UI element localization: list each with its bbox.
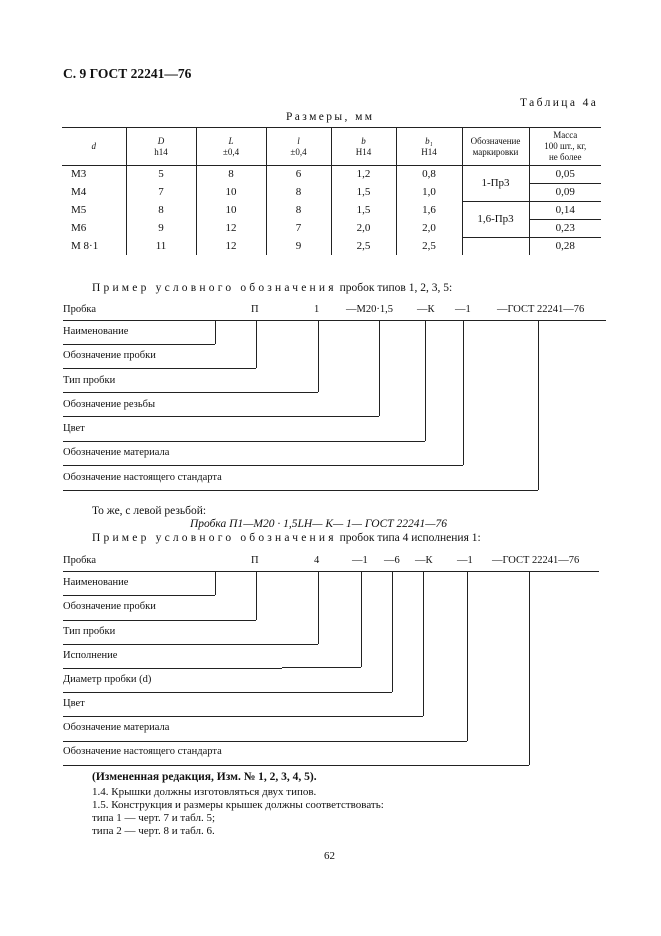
ex1-label-standard: Обозначение настоящего стандарта: [63, 472, 222, 483]
table-caption: Таблица 4а: [520, 97, 599, 109]
cell-b1: 1,6: [396, 202, 462, 220]
leader-line: [63, 716, 423, 717]
ex1-code-type: 1: [314, 304, 320, 315]
table-row: [62, 202, 601, 220]
sizes-caption: Размеры, мм: [286, 111, 375, 123]
ex2-code-type: 4: [314, 555, 320, 566]
cell-b1: 2,0: [396, 220, 462, 238]
leader-line: [63, 465, 463, 466]
cell-b: 1,2: [331, 166, 396, 184]
ex2-code-material: —1: [457, 555, 473, 566]
left-thread-code: Пробка П1—М20 · 1,5LH— К— 1— ГОСТ 22241—76: [190, 518, 448, 530]
cell-d: М5: [71, 204, 87, 216]
cell-d: М 8·1: [71, 239, 99, 252]
cell-L: 12: [196, 238, 266, 256]
col-header-d: d: [91, 141, 96, 151]
col-header-b: b H14: [331, 128, 396, 166]
cell-L: 12: [196, 220, 266, 238]
cell-mass: 0,28: [529, 238, 601, 256]
table-row: [62, 166, 601, 184]
ex1-code-material: —1: [455, 304, 471, 315]
ex2-code-diameter: —6: [384, 555, 400, 566]
ex2-code-probka: Пробка: [63, 555, 97, 566]
ex2-label-diameter: Диаметр пробки (d): [63, 674, 152, 685]
ex2-label-color: Цвет: [63, 698, 85, 709]
cell-marking: 1,6-Пр3: [462, 202, 529, 238]
leader-line: [215, 320, 216, 344]
left-thread-intro: То же, с левой резьбой:: [92, 505, 207, 517]
paragraph: 1.4. Крышки должны изготовляться двух типов.: [92, 786, 317, 798]
paragraph: типа 1 — черт. 7 и табл. 5;: [92, 812, 216, 824]
leader-line: [318, 571, 319, 644]
cell-mass: 0,05: [529, 166, 601, 184]
col-header-b1: b₁ H14: [396, 128, 462, 166]
leader-line: [63, 392, 318, 393]
ex1-label-thread: Обозначение резьбы: [63, 399, 156, 410]
amendment-note: (Измененная редакция, Изм. № 1, 2, 3, 4, 5).: [92, 771, 317, 783]
ex2-code-version: —1: [352, 555, 368, 566]
cell-D: 8: [126, 202, 196, 220]
cell-L: 8: [196, 166, 266, 184]
cell-l: 9: [266, 238, 331, 256]
leader-line: [256, 571, 257, 620]
leader-line: [63, 692, 392, 693]
leader-line: [63, 441, 425, 442]
leader-line: [425, 320, 426, 441]
dimensions-table: [62, 127, 601, 255]
leader-line: [63, 668, 282, 669]
cell-mass: 0,23: [529, 220, 601, 238]
leader-line: [63, 571, 599, 572]
cell-D: 5: [126, 166, 196, 184]
ex2-label-probka: Обозначение пробки: [63, 601, 156, 612]
paragraph: 1.5. Конструкция и размеры крышек должны соответствовать:: [92, 799, 384, 811]
cell-marking-empty: [462, 238, 529, 256]
leader-line: [463, 320, 464, 465]
ex2-label-version: Исполнение: [63, 650, 118, 661]
cell-mass: 0,14: [529, 202, 601, 220]
cell-L: 10: [196, 202, 266, 220]
cell-d: М3: [71, 168, 87, 181]
cell-b: 1,5: [331, 184, 396, 202]
ex2-label-standard: Обозначение настоящего стандарта: [63, 746, 222, 757]
leader-line: [361, 571, 362, 667]
leader-line: [63, 320, 606, 321]
leader-line: [63, 490, 538, 491]
cell-l: 8: [266, 202, 331, 220]
cell-b: 1,5: [331, 202, 396, 220]
leader-line: [256, 320, 257, 368]
leader-line: [63, 595, 215, 596]
ex2-code-color: —К: [415, 555, 433, 566]
cell-b1: 1,0: [396, 184, 462, 202]
table-row: [62, 238, 601, 256]
leader-line: [467, 571, 468, 741]
ex1-label-color: Цвет: [63, 423, 85, 434]
col-header-D: D h14: [126, 128, 196, 166]
cell-D: 11: [126, 238, 196, 256]
ex2-label-material: Обозначение материала: [63, 722, 170, 733]
leader-line: [63, 620, 256, 621]
ex1-code-thread: —М20·1,5: [346, 304, 393, 315]
col-header-l: l ±0,4: [266, 128, 331, 166]
ex1-label-type: Тип пробки: [63, 375, 116, 386]
ex2-label-type: Тип пробки: [63, 626, 116, 637]
cell-D: 7: [126, 184, 196, 202]
leader-line: [63, 344, 215, 345]
col-header-L: L ±0,4: [196, 128, 266, 166]
ex1-label-probka: Обозначение пробки: [63, 350, 156, 361]
col-header-mass: Масса 100 шт., кг, не более: [529, 128, 601, 166]
cell-marking: 1-Пр3: [462, 166, 529, 202]
ex2-code-standard: —ГОСТ 22241—76: [492, 555, 580, 566]
leader-line: [63, 416, 379, 417]
cell-b1: 0,8: [396, 166, 462, 184]
example2-heading: Пример условного обозначения пробок типа 4 исполнения 1:: [92, 532, 481, 544]
leader-line: [379, 320, 380, 416]
page-header: С. 9 ГОСТ 22241—76: [63, 66, 192, 81]
leader-line: [282, 667, 361, 668]
ex2-code-p: П: [251, 555, 259, 566]
cell-b1: 2,5: [396, 238, 462, 256]
cell-b: 2,0: [331, 220, 396, 238]
cell-D: 9: [126, 220, 196, 238]
ex1-code-probka: Пробка: [63, 304, 97, 315]
cell-b: 2,5: [331, 238, 396, 256]
leader-line: [538, 320, 539, 490]
leader-line: [63, 765, 529, 766]
leader-line: [63, 741, 467, 742]
leader-line: [318, 320, 319, 392]
leader-line: [63, 368, 256, 369]
cell-l: 6: [266, 166, 331, 184]
cell-d: М4: [71, 186, 87, 198]
ex1-label-material: Обозначение материала: [63, 447, 170, 458]
col-header-marking: Обозначение маркировки: [462, 128, 529, 166]
ex1-code-color: —К: [417, 304, 435, 315]
cell-L: 10: [196, 184, 266, 202]
ex1-code-p: П: [251, 304, 259, 315]
leader-line: [215, 571, 216, 595]
example1-heading: Пример условного обозначения пробок типов 1, 2, 3, 5:: [92, 282, 453, 294]
ex1-code-standard: —ГОСТ 22241—76: [497, 304, 585, 315]
cell-mass: 0,09: [529, 184, 601, 202]
page-number: 62: [324, 850, 335, 862]
paragraph: типа 2 — черт. 8 и табл. 6.: [92, 825, 215, 837]
leader-line: [63, 644, 318, 645]
table-header-row: [62, 128, 601, 166]
ex2-label-name: Наименование: [63, 577, 129, 588]
cell-l: 7: [266, 220, 331, 238]
leader-line: [423, 571, 424, 716]
leader-line: [529, 571, 530, 765]
ex1-label-name: Наименование: [63, 326, 129, 337]
cell-l: 8: [266, 184, 331, 202]
leader-line: [392, 571, 393, 692]
cell-d: М6: [71, 222, 87, 234]
